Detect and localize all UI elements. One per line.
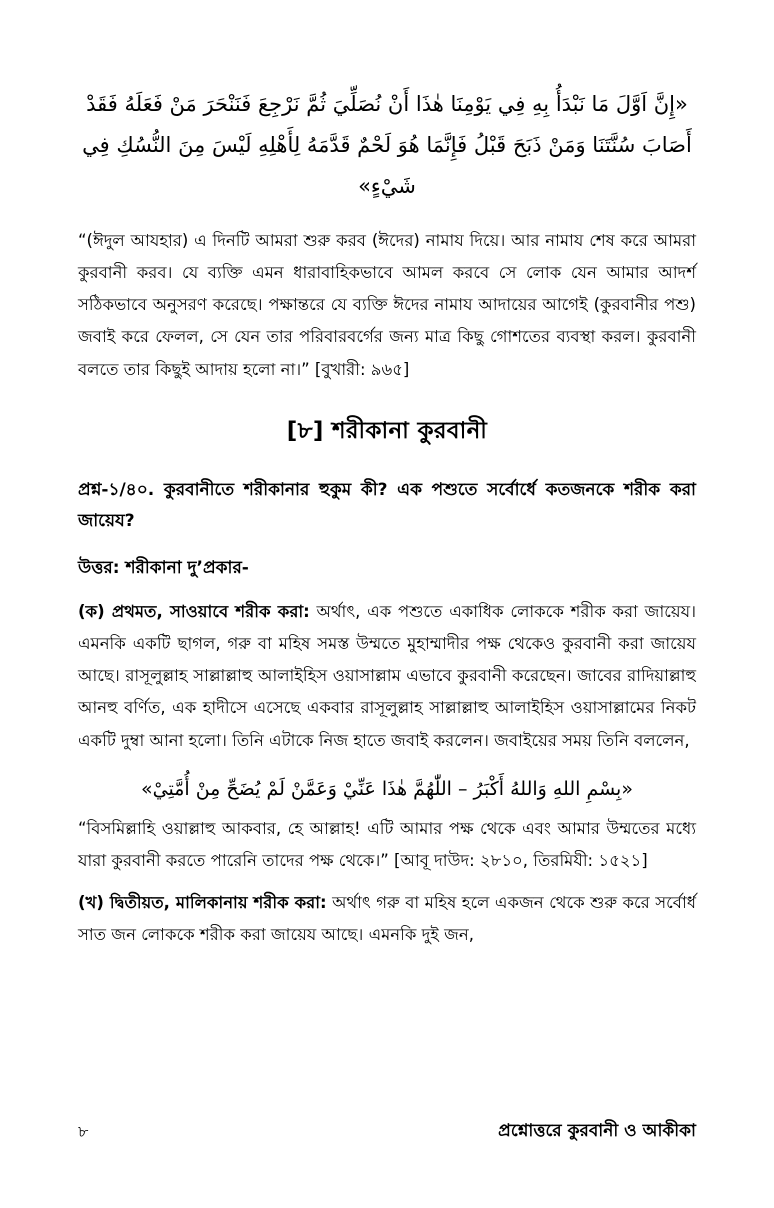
arabic-hadith-block-1: «إِنَّ اَوَّلَ مَا نَبْدَأُ بِهِ فِي يَوْمِنَا هٰذَا أَنْ نُصَلِّيَ ثُمَّ نَرْجِعَ فَنَنْحَرَ مَنْ فَعَلَهُ فَقَدْ أَصَابَ سُنَّتَنَا وَمَنْ ذَبَحَ قَبْلُ فَإِنَّمَا هُوَ لَحْمٌ قَدَّمَهُ لِأَهْلِهِ لَيْسَ مِنَ النُّسُكِ فِي شَيْءٍ» — [82, 92, 692, 198]
answer-point-a-lead: (ক) প্রথমত, সাওয়াবে শরীক করা: — [78, 601, 310, 621]
footer-page-number: ৮ — [78, 1122, 89, 1141]
answer-point-a — [78, 596, 696, 757]
answer-point-b-text: অর্থাৎ গরু বা মহিষ হলে একজন থেকে শুরু করে সর্বোর্ধ সাত জন লোককে শরীক করা জায়েয আছে। এমনকি দুই জন, — [78, 893, 696, 945]
answer-point-b — [78, 887, 696, 951]
hadith-translation-2 — [78, 813, 696, 877]
hadith-translation-2-text: “বিসমিল্লাহি ওয়াল্লাহু আকবার, হে আল্লাহ! এটি আমার পক্ষ থেকে এবং আমার উম্মতের মধ্যে যারা কুরবানী করতে পারেনি তাদের পক্ষ থেকে।” [আবূ দাউদ: ২৮১০, তিরমিযী: ১৫২১] — [78, 818, 696, 870]
question-text: প্রশ্ন-১/৪০. কুরবানীতে শরীকানার হুকুম কী? এক পশুতে সর্বোর্ধে কতজনকে শরীক করা জায়েয? — [78, 479, 696, 532]
arabic-hadith-block-2: «بِسْمِ اللهِ وَاللهُ أَكْبَرُ – اللّٰهُمَّ هٰذَا عَنِّيْ وَعَمَّنْ لَمْ يُضَحِّ مِنْ أُمَّتِيْ» — [141, 777, 633, 800]
section-heading: [৮] শরীকানা কুরবানী — [286, 417, 488, 444]
hadith-translation-1 — [78, 225, 696, 386]
footer-book-title: প্রশ্নোত্তরে কুরবানী ও আকীকা — [498, 1121, 696, 1141]
answer-point-a-text: অর্থাৎ, এক পশুতে একাধিক লোককে শরীক করা জায়েয। এমনকি একটি ছাগল, গরু বা মহিষ সমস্ত উম্মতে মুহাম্মাদীর পক্ষ থেকেও কুরবানী করা জায়েয আছে। রাসূলুল্লাহ সাল্লাল্লাহু আলাইহিস ওয়াসাল্লাম এভাবে কুরবানী করেছেন। জাবের রাদিয়াল্লাহু আনহু বর্ণিত, এক হাদীসে এসেছে একবার রাসূলুল্লাহ সাল্লাল্লাহু আলাইহিস ওয়াসাল্লামের নিকট একটি দুম্বা আনা হলো। তিনি এটাকে নিজ হাতে জবাই করলেন। জবাইয়ের সময় তিনি বললেন, — [78, 601, 696, 750]
answer-point-b-lead: (খ) দ্বিতীয়ত, মালিকানায় শরীক করা: — [78, 893, 327, 913]
page-footer — [78, 1118, 696, 1146]
hadith-translation-1-text: “(ঈদুল আযহার) এ দিনটি আমরা শুরু করব (ঈদের) নামায দিয়ে। আর নামায শেষ করে আমরা কুরবানী করব। যে ব্যক্তি এমন ধারাবাহিকভাবে আমল করবে সে লোক যেন আমার আদর্শ সঠিকভাবে অনুসরণ করেছে। পক্ষান্তরে যে ব্যক্তি ঈদের নামায আদায়ের আগেই (কুরবানীর পশু) জবাই করে ফেলল, সে যেন তার পরিবারবর্গের জন্য মাত্র কিছু গোশতের ব্যবস্থা করল। কুরবানী বলতে তার কিছুই আদায় হলো না।” [বুখারী: ৯৬৫] — [78, 230, 696, 379]
answer-lead: উত্তর: শরীকানা দু’প্রকার- — [78, 557, 249, 578]
